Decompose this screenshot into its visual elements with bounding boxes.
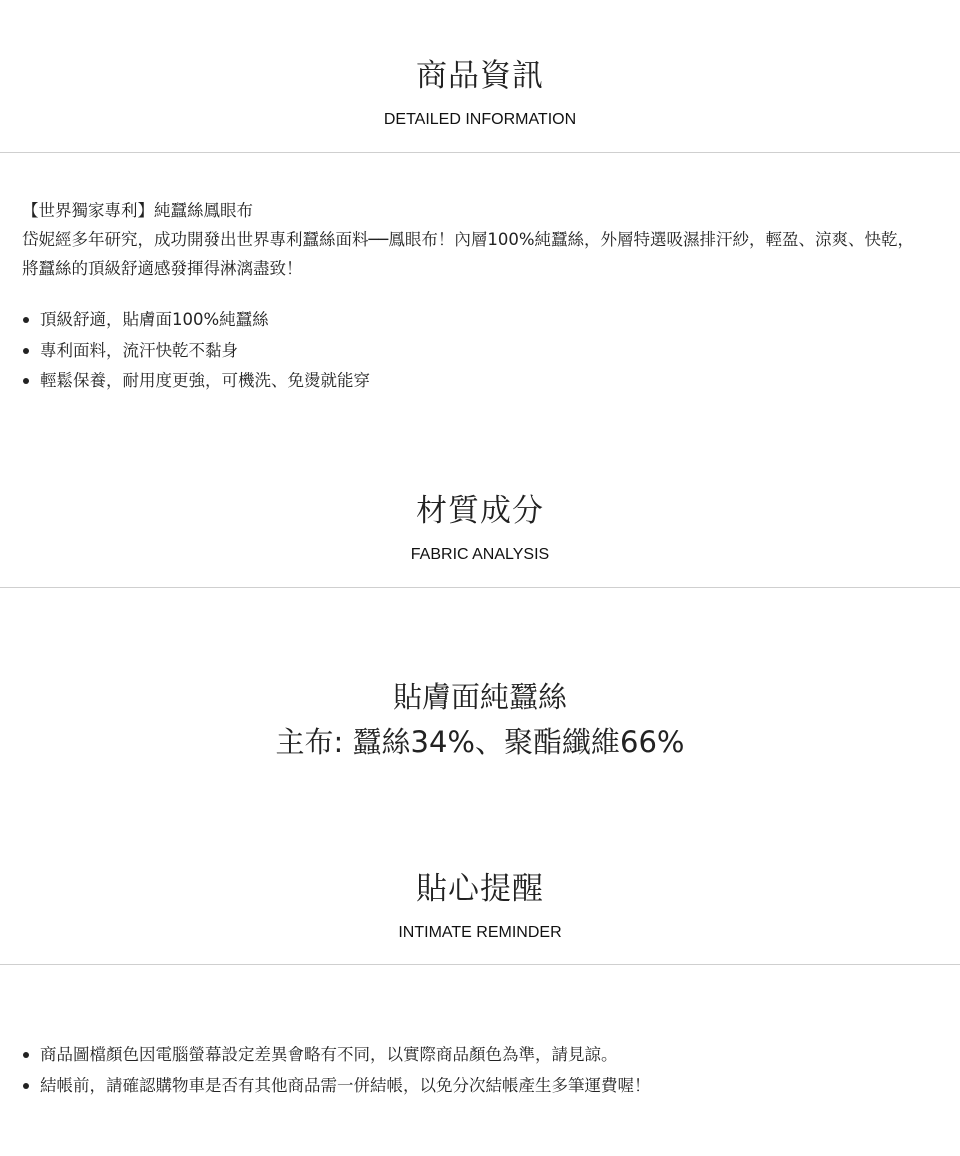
list-item: 結帳前，請確認購物車是否有其他商品需一併結帳，以免分次結帳產生多筆運費喔！ xyxy=(22,1071,651,1102)
divider xyxy=(0,587,960,588)
product-description-text: 岱妮經多年研究，成功開發出世界專利蠶絲面料──鳳眼布！內層100%純蠶絲，外層特選吸濕排汗紗，輕盈、涼爽、快乾，將蠶絲的頂級舒適感發揮得淋漓盡致！ xyxy=(22,230,915,278)
fabric-subtitle: FABRIC ANALYSIS xyxy=(410,546,550,563)
reminder-list xyxy=(22,1040,651,1101)
fabric-title: 材質成分 xyxy=(416,493,544,529)
product-description xyxy=(22,196,922,283)
fabric-header xyxy=(0,491,960,565)
product-heading: 【世界獨家專利】純蠶絲鳳眼布 xyxy=(22,201,253,220)
reminder-subtitle: INTIMATE REMINDER xyxy=(398,924,562,941)
list-item: 輕鬆保養，耐用度更強，可機洗、免燙就能穿 xyxy=(22,366,370,397)
product-info-header xyxy=(0,56,960,130)
divider xyxy=(0,964,960,965)
list-item: 商品圖檔顏色因電腦螢幕設定差異會略有不同，以實際商品顏色為準，請見諒。 xyxy=(22,1040,651,1071)
divider xyxy=(0,152,960,153)
list-item: 專利面料，流汗快乾不黏身 xyxy=(22,336,370,367)
fabric-line-1: 貼膚面純蠶絲 xyxy=(392,680,567,714)
product-info-title: 商品資訊 xyxy=(416,58,544,94)
fabric-composition xyxy=(0,677,960,762)
reminder-title: 貼心提醒 xyxy=(416,871,544,907)
list-item: 頂級舒適，貼膚面100%純蠶絲 xyxy=(22,305,370,336)
product-info-subtitle: DETAILED INFORMATION xyxy=(383,111,577,128)
feature-list xyxy=(22,305,370,397)
fabric-line-2: 主布: 蠶絲34%、聚酯纖維66% xyxy=(275,725,685,759)
reminder-header xyxy=(0,869,960,943)
